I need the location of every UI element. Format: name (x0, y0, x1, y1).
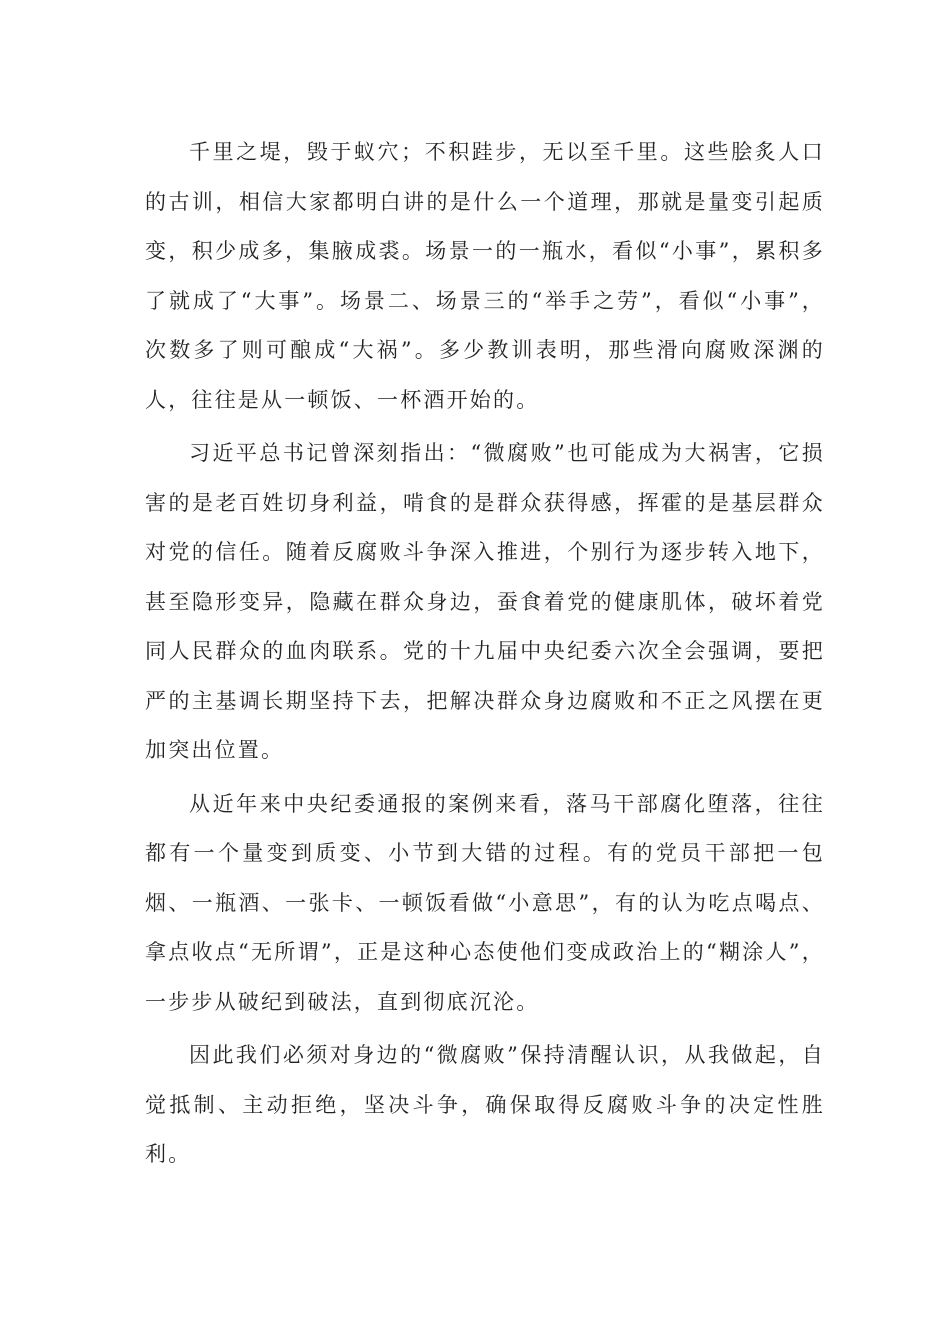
paragraph-2: 习近平总书记曾深刻指出：“微腐败”也可能成为大祸害，它损害的是老百姓切身利益，啃食的是群众获得感，挥霍的是基层群众对党的信任。随着反腐败斗争深入推进，个别行为逐步转入地下，甚至隐形变异，隐藏在群众身边，蚕食着党的健康肌体，破坏着党同人民群众的血肉联系。党的十九届中央纪委六次全会强调，要把严的主基调长期坚持下去，把解决群众身边腐败和不正之风摆在更加突出位置。 (145, 441, 825, 762)
paragraph-1: 千里之堤，毁于蚁穴；不积跬步，无以至千里。这些脍炙人口的古训，相信大家都明白讲的是什么一个道理，那就是量变引起质变，积少成多，集腋成裘。场景一的一瓶水，看似“小事”，累积多了就成了“大事”。场景二、场景三的“举手之劳”，看似“小事”，次数多了则可酿成“大祸”。多少教训表明，那些滑向腐败深渊的人，往往是从一顿饭、一杯酒开始的。 (145, 140, 825, 412)
document-body (145, 128, 825, 1180)
paragraph-4: 因此我们必须对身边的“微腐败”保持清醒认识，从我做起，自觉抵制、主动拒绝，坚决斗争，确保取得反腐败斗争的决定性胜利。 (145, 1043, 825, 1166)
paragraph-3: 从近年来中央纪委通报的案例来看，落马干部腐化堕落，往往都有一个量变到质变、小节到大错的过程。有的党员干部把一包烟、一瓶酒、一张卡、一顿饭看做“小意思”，有的认为吃点喝点、拿点收点“无所谓”，正是这种心态使他们变成政治上的“糊涂人”，一步步从破纪到破法，直到彻底沉沦。 (145, 791, 825, 1014)
